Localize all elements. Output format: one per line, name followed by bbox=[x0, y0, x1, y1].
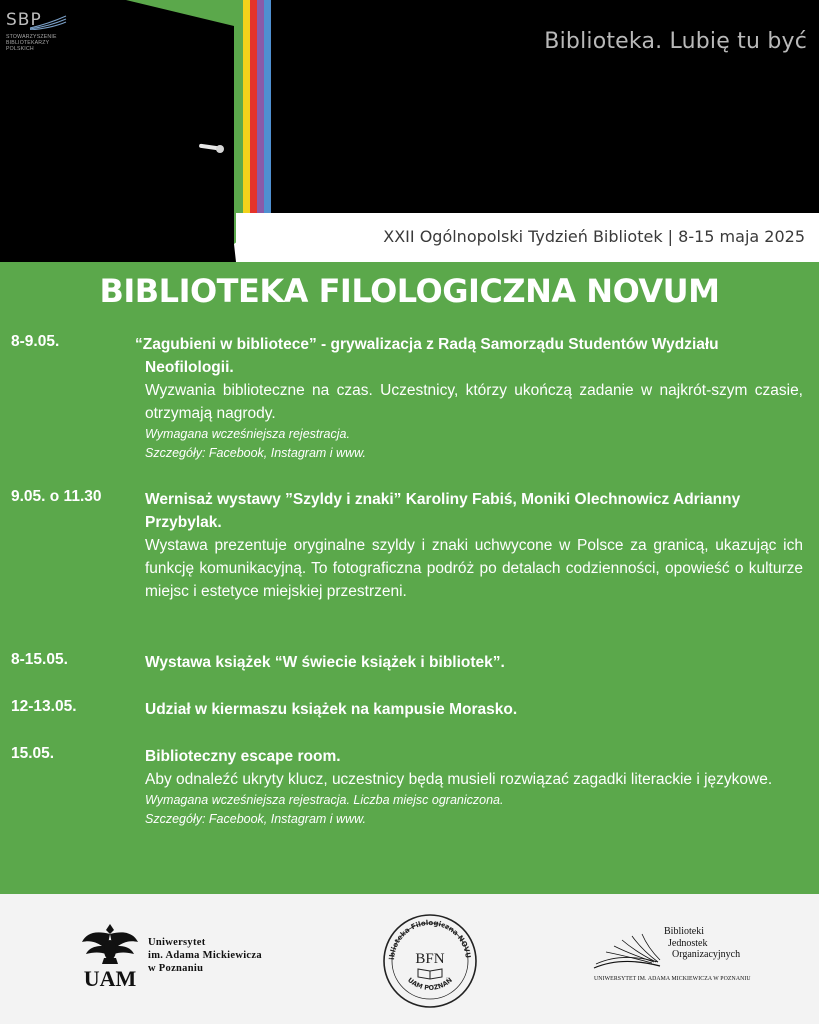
bfn-center-text: BFN bbox=[415, 951, 445, 967]
header-banner bbox=[0, 0, 819, 262]
footer-logos bbox=[0, 894, 819, 1024]
event-note: Szczegóły: Facebook, Instagram i www. bbox=[145, 446, 366, 460]
door-handle-knob bbox=[216, 145, 224, 153]
bfn-ring-top-text: iblioteka Filologiczna NOVU bbox=[388, 918, 472, 961]
uam-monogram: UAM bbox=[83, 966, 137, 991]
bfn-logo bbox=[380, 911, 480, 1016]
event-note: Szczegóły: Facebook, Instagram i www. bbox=[145, 812, 366, 826]
sbp-logo-lines bbox=[28, 14, 68, 30]
slogan: Biblioteka. Lubię tu być bbox=[544, 29, 807, 54]
event-date: 8-15.05. bbox=[11, 651, 68, 668]
bjo-logo bbox=[592, 926, 751, 982]
event-date: 15.05. bbox=[11, 745, 55, 762]
program-panel bbox=[0, 262, 819, 894]
sbp-logo-subtitle: STOWARZYSZENIE BIBLIOTEKARZY POLSKICH bbox=[6, 34, 57, 52]
event-title: Wernisaż wystawy ”Szyldy i znaki” Karoliny Fabiś, Moniki Olechnowicz Adrianny Przybylak. bbox=[145, 491, 741, 531]
event-description: Wyzwania biblioteczne na czas. Uczestnicy, którzy ukończą zadanie w najkrót-szym czasie, otrzymają nagrody. bbox=[145, 382, 803, 422]
uam-name: Uniwersytet im. Adama Mickiewicza w Poznaniu bbox=[148, 937, 262, 974]
week-banner bbox=[236, 213, 819, 262]
bjo-name: Biblioteki Jednostek Organizacyjnych bbox=[664, 926, 741, 960]
event-date: 8-9.05. bbox=[11, 333, 60, 350]
event-date: 12-13.05. bbox=[11, 698, 77, 715]
event-note: Wymagana wcześniejsza rejestracja. Liczba miejsc ograniczona. bbox=[145, 793, 504, 807]
event-title: Biblioteczny escape room. bbox=[145, 748, 341, 765]
week-text: XXII Ogólnopolski Tydzień Bibliotek | 8-15 maja 2025 bbox=[383, 227, 805, 246]
bfn-seal bbox=[380, 911, 480, 1011]
event-date: 9.05. o 11.30 bbox=[11, 488, 102, 505]
bjo-university: UNIWERSYTET IM. ADAMA MICKIEWICZA W POZNANIU bbox=[594, 976, 751, 982]
uam-logo bbox=[80, 920, 262, 997]
event-title: Wystawa książek “W świecie książek i bibliotek”. bbox=[145, 654, 505, 671]
event-description: Wystawa prezentuje oryginalne szyldy i znaki uchwycone w Polsce za granicą, ukazując ich funkcję komunikacyjną. To fotograficzna podróż po detalach codzienności, opowieść o kulturze miejsc i estetyce miejskiej przestrzeni. bbox=[145, 537, 803, 600]
eagle-emblem-icon bbox=[80, 920, 140, 992]
sbp-logo bbox=[6, 10, 76, 52]
event-title: Udział w kiermaszu książek na kampusie Morasko. bbox=[145, 701, 518, 718]
sbp-logo-letters: SBP bbox=[6, 10, 42, 30]
event-title: “Zagubieni w bibliotece” - grywalizacja z Radą Samorządu Studentów Wydziału Neofilologii. bbox=[135, 336, 719, 376]
open-book-icon bbox=[592, 926, 672, 974]
event-description: Aby odnaleźć ukryty klucz, uczestnicy będą musieli rozwiązać zagadki literackie i językowe. bbox=[145, 771, 773, 788]
bfn-ring-bottom-text: UAM POZNAŃ bbox=[406, 976, 454, 992]
page-title: BIBLIOTEKA FILOLOGICZNA NOVUM bbox=[99, 272, 720, 310]
event-note: Wymagana wcześniejsza rejestracja. bbox=[145, 427, 350, 441]
